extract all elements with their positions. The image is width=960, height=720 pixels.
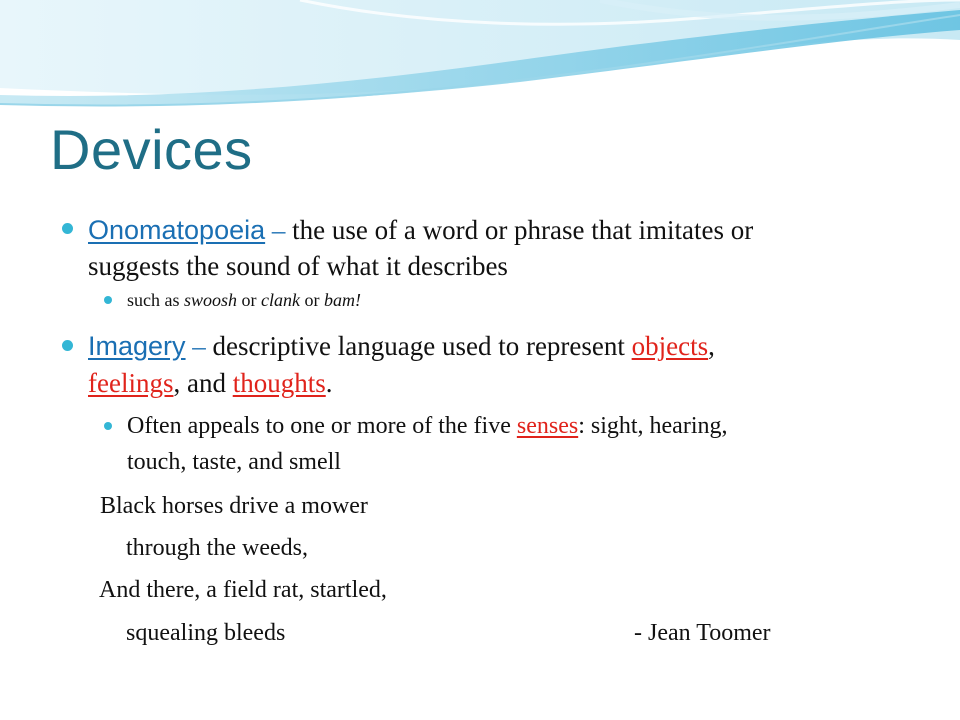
imagery-line1 [88, 328, 715, 364]
senses-list: : sight, hearing, [578, 413, 728, 439]
feelings-link[interactable]: feelings [88, 368, 174, 398]
example-swoosh: swoosh [184, 290, 238, 310]
examples-or: or [237, 290, 262, 310]
header-wave-decoration [0, 0, 960, 120]
sub-bullet-dot [104, 296, 112, 304]
period: . [325, 368, 333, 398]
and-text: , and [173, 368, 233, 398]
examples-prefix: such as [127, 290, 184, 310]
imagery-definition: descriptive language used to represent [205, 331, 632, 361]
senses-link[interactable]: senses [516, 413, 579, 439]
thoughts-link[interactable]: thoughts [232, 368, 326, 398]
bullet-dot [62, 223, 73, 234]
onomatopoeia-link[interactable]: Onomatopoeia [88, 215, 266, 245]
bullet-dot [62, 340, 73, 351]
example-clank: clank [261, 290, 300, 310]
slide-title: Devices [50, 118, 253, 181]
onomatopoeia-line1 [88, 212, 753, 248]
imagery-link[interactable]: Imagery [88, 331, 186, 361]
example-bam: bam! [324, 290, 361, 310]
onomatopoeia-definition: the use of a word or phrase that imitates or [285, 215, 754, 245]
poem-line-2: through the weeds, [126, 535, 308, 561]
imagery-senses-line2: touch, taste, and smell [127, 449, 341, 475]
senses-prefix: Often appeals to one or more of the five [127, 413, 517, 439]
poem-line-4: squealing bleeds [126, 620, 286, 646]
comma: , [708, 331, 715, 361]
sub-bullet-dot [104, 422, 112, 430]
onomatopoeia-examples [127, 288, 361, 312]
imagery-line2 [88, 365, 332, 401]
dash: – [192, 331, 206, 361]
imagery-senses-line1 [127, 410, 728, 443]
onomatopoeia-line2: suggests the sound of what it describes [88, 251, 508, 281]
examples-or: or [300, 290, 324, 310]
objects-link[interactable]: objects [631, 331, 709, 361]
poem-line-3: And there, a field rat, startled, [99, 577, 387, 603]
poem-line-1: Black horses drive a mower [100, 493, 368, 519]
dash: – [271, 215, 286, 245]
poem-author: - Jean Toomer [634, 620, 771, 646]
